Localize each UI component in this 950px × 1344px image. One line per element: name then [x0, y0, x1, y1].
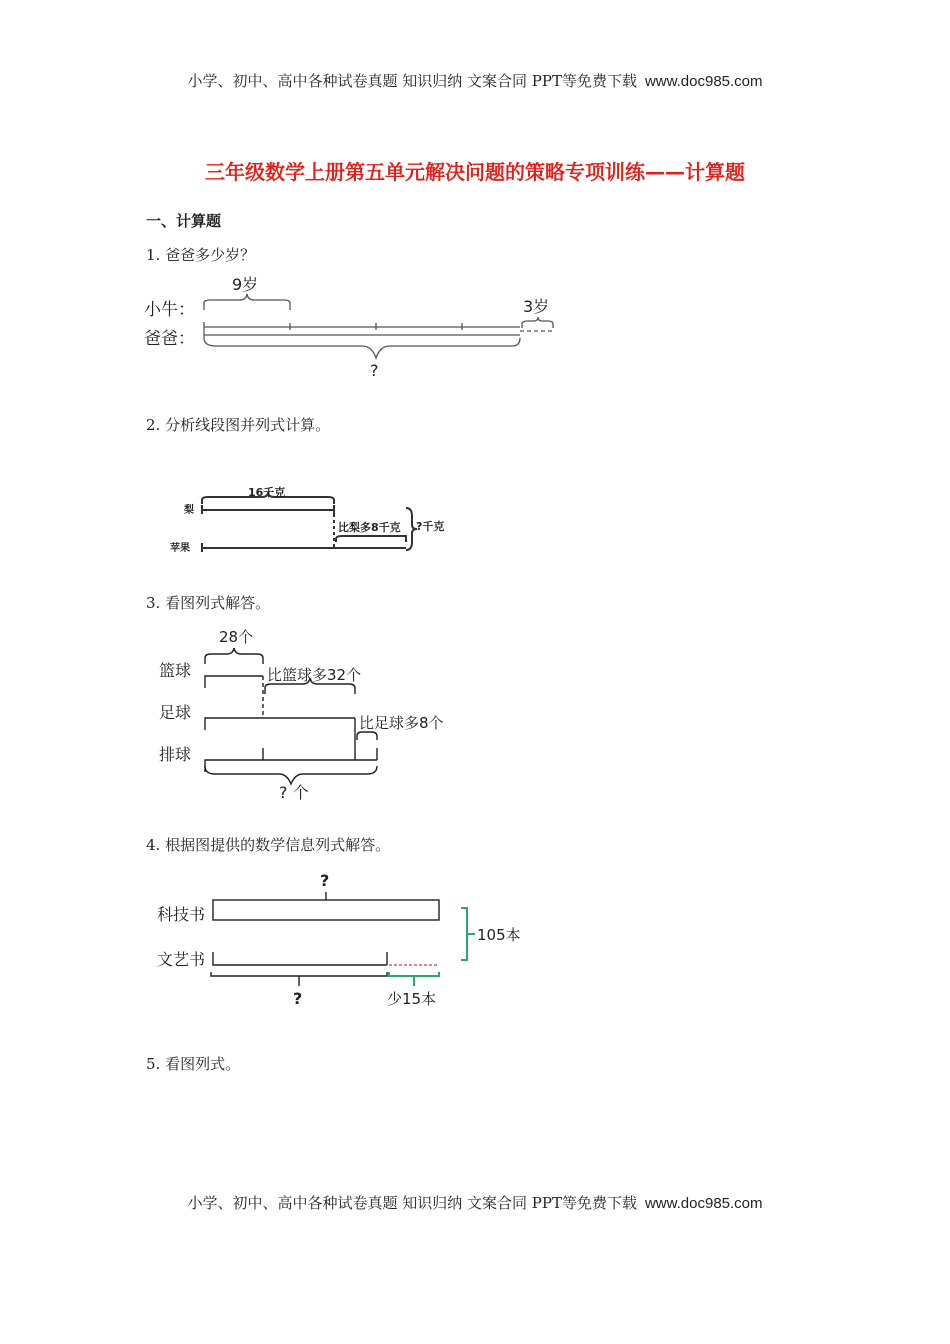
diagram-3-more1-label: 比篮球多32个	[267, 666, 362, 684]
diagram-4	[155, 866, 535, 1016]
question-text: 爸爸多少岁？	[165, 246, 256, 264]
diagram-2-total-label: ?千克	[416, 520, 445, 533]
question-number: 5.	[146, 1055, 161, 1073]
diagram-4-bottom-label: ?	[293, 989, 303, 1008]
diagram-2-row2-label: 苹果	[170, 543, 190, 554]
question-number: 1.	[146, 246, 161, 264]
diagram-3-more2-label: 比足球多8个	[359, 714, 444, 732]
diagram-4-row2-label: 文艺书	[157, 950, 206, 969]
diagram-2-more-label: 比梨多8千克	[338, 521, 401, 534]
question-text: 看图列式。	[165, 1055, 241, 1073]
question-number: 3.	[146, 594, 161, 612]
header-text: 小学、初中、高中各种试卷真题 知识归纳 文案合同 PPT等免费下载	[187, 72, 637, 90]
diagram-1-row1-label: 小牛：	[144, 300, 195, 320]
question-number: 4.	[146, 836, 161, 854]
header-url[interactable]: www.doc985.com	[644, 73, 763, 90]
footer-text: 小学、初中、高中各种试卷真题 知识归纳 文案合同 PPT等免费下载	[187, 1194, 637, 1212]
page-header	[0, 70, 950, 91]
question-text: 看图列式解答。	[165, 594, 271, 612]
question-number: 2.	[146, 416, 161, 434]
section-heading: 一、计算题	[146, 212, 222, 230]
footer-url[interactable]: www.doc985.com	[644, 1195, 763, 1212]
diagram-1-top-label: 9岁	[232, 275, 259, 294]
page-footer	[0, 1192, 950, 1213]
diagram-3-top-label: 28个	[219, 628, 254, 646]
question-4	[146, 834, 390, 855]
diagram-1	[140, 270, 580, 385]
question-1	[146, 244, 255, 265]
diagram-2-row1-label: 梨	[184, 505, 194, 516]
question-2	[146, 414, 330, 435]
diagram-4-row1-label: 科技书	[157, 905, 206, 924]
page-title: 三年级数学上册第五单元解决问题的策略专项训练——计算题	[205, 160, 745, 184]
diagram-3-row1-label: 篮球	[159, 661, 192, 680]
diagram-3-bottom-label: ? 个	[279, 783, 309, 802]
diagram-3-row2-label: 足球	[159, 703, 192, 722]
question-text: 分析线段图并列式计算。	[165, 416, 331, 434]
question-3	[146, 592, 270, 613]
diagram-2-top-label: 16千克	[248, 486, 286, 499]
question-text: 根据图提供的数学信息列式解答。	[165, 836, 391, 854]
diagram-4-top-label: ?	[320, 871, 330, 890]
diagram-4-less-label: 少15本	[387, 990, 437, 1008]
question-5	[146, 1053, 240, 1074]
diagram-2	[160, 478, 460, 558]
diagram-1-row2-label: 爸爸：	[144, 329, 195, 349]
diagram-3-row3-label: 排球	[159, 745, 192, 764]
diagram-4-total-label: 105本	[477, 926, 521, 944]
diagram-1-extra-label: 3岁	[523, 297, 550, 316]
diagram-3	[155, 620, 465, 805]
diagram-1-bottom-label: ?	[370, 361, 379, 380]
